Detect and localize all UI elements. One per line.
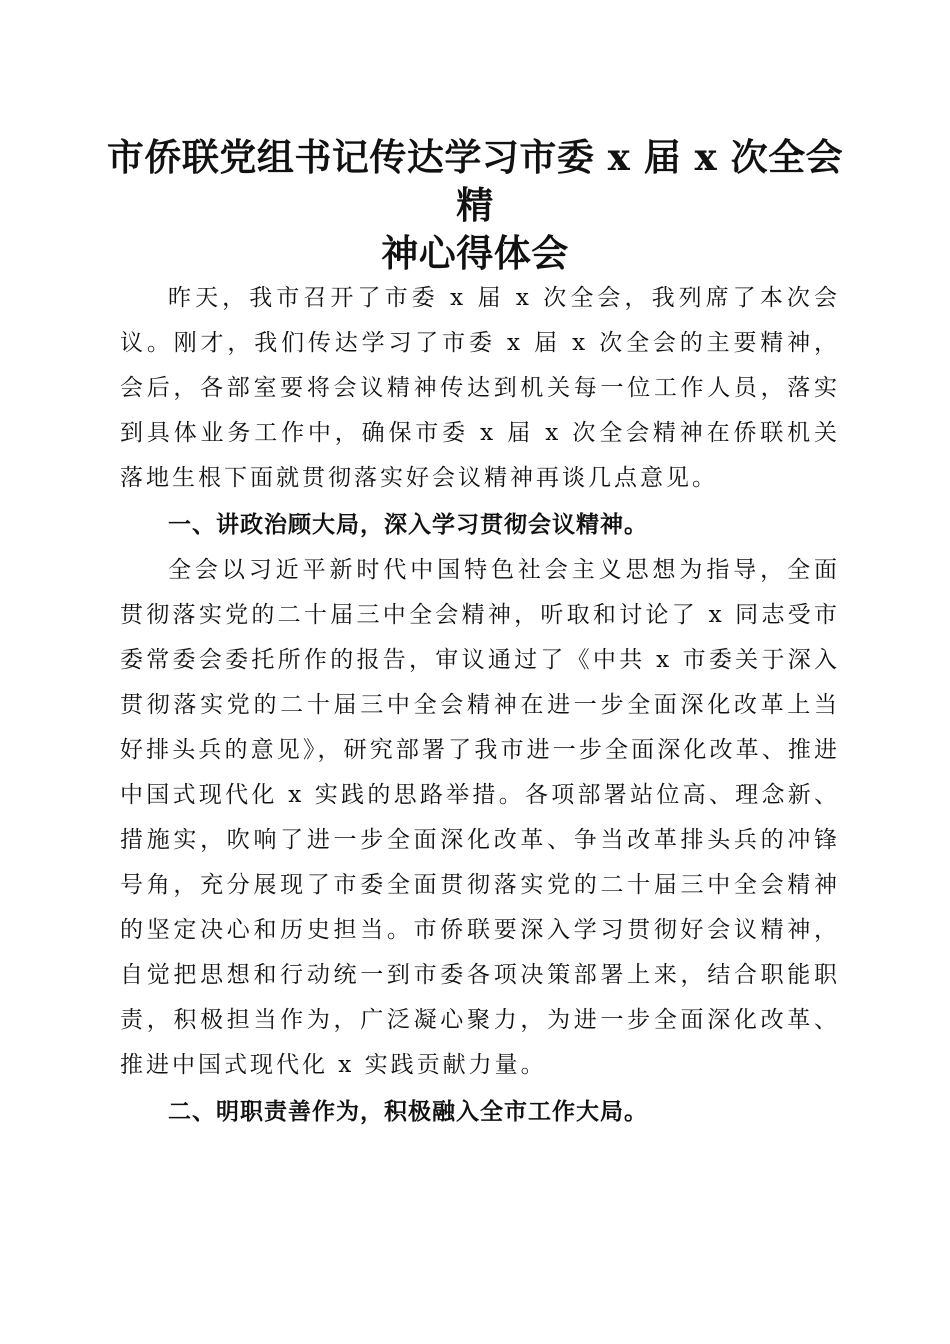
section-heading-1: 一、讲政治顾大局，深入学习贯彻会议精神。	[168, 512, 648, 538]
title-line-1: 市侨联党组书记传达学习市委 x 届 x 次全会精	[106, 135, 844, 227]
paragraph-intro: 昨天，我市召开了市委 x 届 x 次全会，我列席了本次会议。刚才，我们传达学习了市委 x 届 x 次全会的主要精神，会后，各部室要将会议精神传达到机关每一位工作人员，落实到具体业务工作中，确保市委 x 届 x 次全会精神在侨联机关落地生根下面就贯彻落实好会议精神再谈几点意见。	[120, 285, 840, 491]
section-heading-2: 二、明职责善作为，积极融入全市工作大局。	[168, 1099, 648, 1125]
title-line-2: 神心得体会	[381, 231, 569, 275]
document-body	[120, 276, 840, 1135]
paragraph-section-1: 全会以习近平新时代中国特色社会主义思想为指导，全面贯彻落实党的二十届三中全会精神，听取和讨论了 x 同志受市委常委会委托所作的报告，审议通过了《中共 x 市委关于深入贯彻落实党的二十届三中全会精神在进一步全面深化改革上当好排头兵的意见》，研究部署了我市进一步全面深化改革、推进中国式现代化 x 实践的思路举措。各项部署站位高、理念新、措施实，吹响了进一步全面深化改革、争当改革排头兵的冲锋号角，充分展现了市委全面贯彻落实党的二十届三中全会精神的坚定决心和历史担当。市侨联要深入学习贯彻好会议精神，自觉把思想和行动统一到市委各项决策部署上来，结合职能职责，积极担当作为，广泛凝心聚力，为进一步全面深化改革、推进中国式现代化 x 实践贡献力量。	[120, 557, 840, 1078]
document-title	[100, 133, 850, 277]
